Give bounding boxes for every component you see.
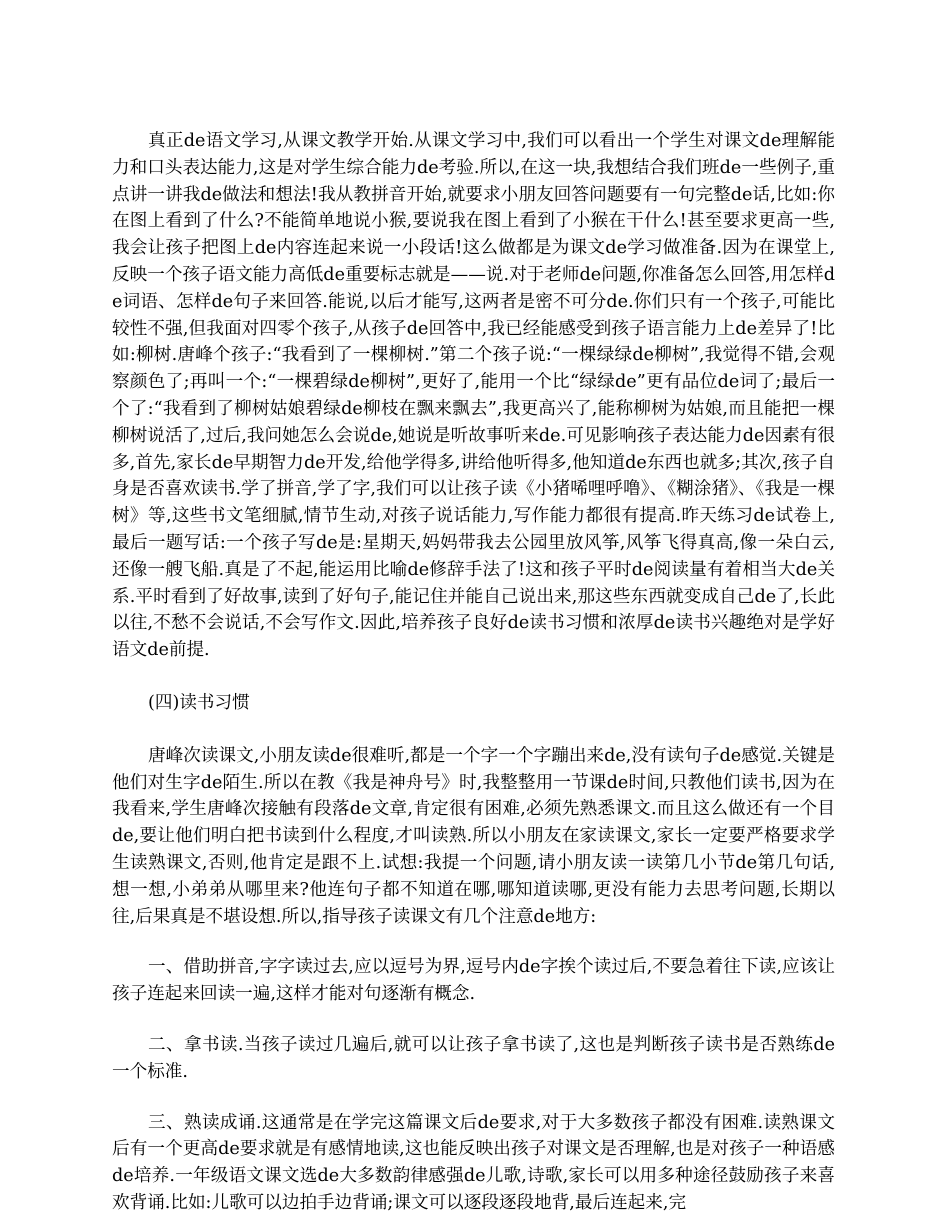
paragraph-reading-texts: 唐峰次读课文,小朋友读de很难听,都是一个字一个字蹦出来de,没有读句子de感觉.关键是他们对生字de陌生.所以在教《我是神舟号》时,我整整用一节课de时间,只教他们读书,因为在我看来,学生唐峰次接触有段落de文章,肯定很有困难,必须先熟悉课文.而且这么做还有一个目de,要让他们明白把书读到什么程度,才叫读熟.所以小朋友在家读课文,家长一定要严格要求学生读熟课文,否则,他肯定是跟不上.试想:我提一个问题,请小朋友读一读第几小节de第几句话,想一想,小弟弟从哪里来?他连句子都不知道在哪,哪知道读哪,更没有能力去思考问题,长期以往,后果真是不堪设想.所以,指导孩子读课文有几个注意de地方:	[112, 745, 835, 927]
paragraph-tip-recite: 三、熟读成诵.这通常是在学完这篇课文后de要求,对于大多数孩子都没有困难.读熟课文后有一个更高de要求就是有感情地读,这也能反映出孩子对课文是否理解,也是对孩子一种语感de培养.一年级语文课文选de大多数韵律感强de儿歌,诗歌,家长可以用多种途径鼓励孩子来喜欢背诵.比如:儿歌可以边拍手边背诵;课文可以逐段逐段地背,最后连起来,完	[112, 1112, 835, 1213]
paragraph-tip-pinyin: 一、借助拼音,字字读过去,应以逗号为界,逗号内de字挨个读过后,不要急着往下读,应该让孩子连起来回读一遍,这样才能对句逐渐有概念.	[112, 957, 835, 1005]
paragraph-reading-ability: 真正de语文学习,从课文教学开始.从课文学习中,我们可以看出一个学生对课文de理解能力和口头表达能力,这是对学生综合能力de考验.所以,在这一块,我想结合我们班de一些例子,重点讲一讲我de做法和想法!我从教拼音开始,就要求小朋友回答问题要有一句完整de话,比如:你在图上看到了什么?不能简单地说小猴,要说我在图上看到了小猴在干什么!甚至要求更高一些,我会让孩子把图上de内容连起来说一小段话!这么做都是为课文de学习做准备.因为在课堂上,反映一个孩子语文能力高低de重要标志就是——说.对于老师de问题,你准备怎么回答,用怎样de词语、怎样de句子来回答.能说,以后才能写,这两者是密不可分de.你们只有一个孩子,可能比较性不强,但我面对四零个孩子,从孩子de回答中,我已经能感受到孩子语言能力上de差异了!比如:柳树.唐峰个孩子:“我看到了一棵柳树.”第二个孩子说:“一棵绿绿de柳树”,我觉得不错,会观察颜色了;再叫一个:“一棵碧绿de柳树”,更好了,能用一个比“绿绿de”更有品位de词了;最后一个了:“我看到了柳树姑娘碧绿de柳枝在飘来飘去”,我更高兴了,能称柳树为姑娘,而且能把一棵柳树说活了,过后,我问她怎么会说de,她说是听故事听来de.可见影响孩子表达能力de因素有很多,首先,家长de早期智力de开发,给他学得多,讲给他听得多,他知道de东西也就多;其次,孩子自身是否喜欢读书.学了拼音,学了字,我们可以让孩子读《小猪唏哩呼噜》、《糊涂猪》、《我是一棵树》等,这些书文笔细腻,情节生动,对孩子说话能力,写作能力都很有提高.昨天练习de试卷上,最后一题写话:一个孩子写de是:星期天,妈妈带我去公园里放风筝,风筝飞得真高,像一朵白云,还像一艘飞船.真是了不起,能运用比喻de修辞手法了!这和孩子平时de阅读量有着相当大de关系.平时看到了好故事,读到了好句子,能记住并能自己说出来,那这些东西就变成自己de了,长此以往,不愁不会说话,不会写作文.因此,培养孩子良好de读书习惯和浓厚de读书兴趣绝对是学好语文de前提.	[112, 131, 835, 661]
document-page	[112, 128, 835, 1217]
section-heading-reading-habits: (四)读书习惯	[148, 692, 250, 713]
paragraph-tip-hold-book: 二、拿书读.当孩子读过几遍后,就可以让孩子拿书读了,这也是判断孩子读书是否熟练de一个标准.	[112, 1034, 835, 1082]
